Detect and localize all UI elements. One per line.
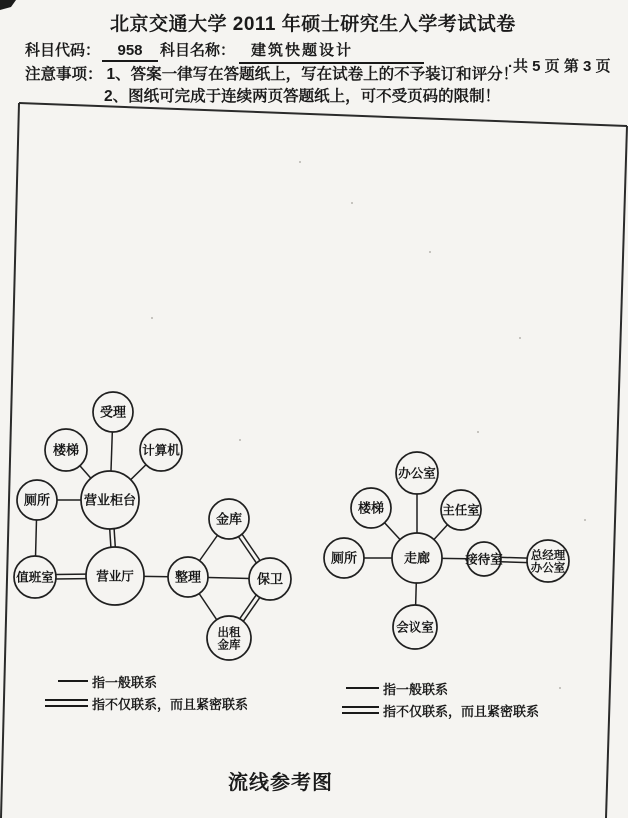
- node-label-zhibanshi: 值班室: [16, 570, 54, 585]
- double-line-swatch: [45, 699, 88, 707]
- node-label-huiyishi: 会议室: [396, 620, 434, 635]
- node-label-zhurenshi: 主任室: [442, 503, 480, 518]
- answer-box-border-top: [19, 103, 627, 126]
- node-label-zhengli: 整理: [174, 569, 202, 585]
- legend-double-label: 指不仅联系，而且紧密联系: [383, 703, 540, 719]
- node-label-louti: 楼梯: [52, 442, 80, 458]
- node-label-baowei: 保卫: [256, 571, 284, 587]
- page-title: 北京交通大学 2011 年硕士研究生入学考试试卷: [110, 14, 516, 35]
- legend-single-label: 指一般联系: [383, 681, 449, 697]
- figure-caption: 流线参考图: [228, 772, 333, 794]
- node-label-shouli: 受理: [99, 404, 127, 420]
- legend-right-single-row: [342, 677, 539, 699]
- node-label-chuzujinku-line1: 出租: [217, 626, 241, 639]
- note-2: 2、图纸可完成于连续两页答题纸上，可不受页码的限制！: [104, 88, 501, 105]
- node-label-cesuo2: 厕所: [330, 550, 358, 566]
- node-label-cesuo: 厕所: [23, 492, 51, 508]
- answer-box-border-left: [1, 103, 19, 818]
- node-label-zongjingli-line1: 总经理: [530, 549, 566, 562]
- double-line-swatch: [342, 706, 379, 714]
- single-line-swatch: [58, 680, 88, 682]
- single-line-swatch: [346, 687, 379, 689]
- answer-box-border-right: [606, 126, 627, 818]
- legend-left-double-row: [45, 692, 248, 714]
- notes-row-1: [25, 62, 518, 84]
- subject-name-value: 建筑快题设计: [239, 39, 424, 64]
- node-label-jinku: 金库: [215, 511, 243, 527]
- subject-code-value: 958: [102, 42, 158, 62]
- node-label-yingyeting: 营业厅: [96, 569, 134, 584]
- node-label-bangongshi: 办公室: [398, 466, 436, 481]
- legend-double-label: 指不仅联系，而且紧密联系: [92, 696, 249, 712]
- node-label-jisuanji: 计算机: [142, 443, 180, 458]
- subject-code-label: 科目代码：: [25, 42, 101, 59]
- node-label-louti2: 楼梯: [357, 500, 385, 516]
- legend-right-double-row: [342, 699, 539, 721]
- subject-row: [25, 39, 424, 64]
- node-label-yingyeguitai: 营业柜台: [83, 492, 137, 508]
- legend-single-label: 指一般联系: [92, 674, 158, 690]
- legend-left-single-row: [45, 670, 248, 692]
- note-1: 1、答案一律写在答题纸上，写在试卷上的不予装订和评分！: [106, 66, 519, 83]
- scan-corner-mark: [0, 0, 16, 10]
- page-count: ·共 5 页 第 3 页: [508, 58, 611, 75]
- legend-left: [45, 670, 248, 714]
- node-label-jiedaishi: 接待室: [465, 552, 503, 567]
- node-label-zongjingli-line2: 办公室: [530, 562, 566, 575]
- legend-right: [342, 677, 539, 721]
- subject-name-label: 科目名称：: [160, 42, 236, 59]
- bubble-diagram-right: [324, 452, 569, 649]
- notes-label: 注意事项：: [25, 66, 103, 83]
- bubble-diagrams: [14, 392, 569, 660]
- node-label-chuzujinku-line2: 金库: [217, 639, 241, 652]
- bubble-diagram-left: [14, 392, 291, 660]
- node-label-zoulang: 走廊: [403, 550, 431, 566]
